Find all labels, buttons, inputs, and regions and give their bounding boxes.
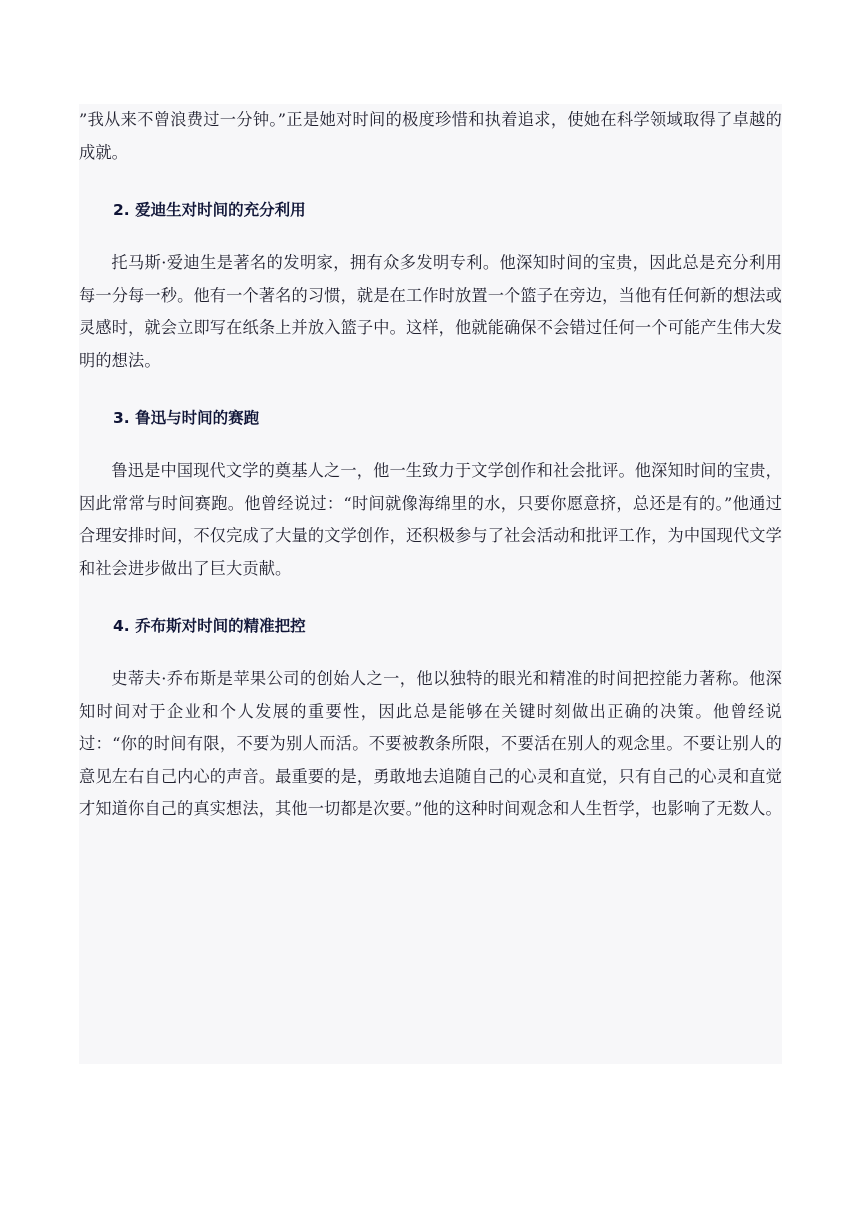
paragraph-spacer [79,377,782,407]
section-heading-jobs: 4. 乔布斯对时间的精准把控 [113,617,306,635]
section-body-luxun: 鲁迅是中国现代文学的奠基人之一，他一生致力于文学创作和社会批评。他深知时间的宝贵，因此常常与时间赛跑。他曾经说过：“时间就像海绵里的水，只要你愿意挤，总还是有的。”他通过合理安排时间，不仅完成了大量的文学创作，还积极参与了社会活动和批评工作，为中国现代文学和社会进步做出了巨大贡献。 [79,461,782,578]
intro-paragraph-tail: ”我从来不曾浪费过一分钟。”正是她对时间的极度珍惜和执着追求，使她在科学领域取得了卓越的成就。 [79,110,782,162]
heading-spacer [79,221,782,247]
section-heading-edison: 2. 爱迪生对时间的充分利用 [113,201,306,219]
paragraph-spacer [79,585,782,615]
document-page [79,104,782,1064]
heading-spacer [79,637,782,663]
section-body-jobs: 史蒂夫·乔布斯是苹果公司的创始人之一，他以独特的眼光和精准的时间把控能力著称。他深知时间对于企业和个人发展的重要性，因此总是能够在关键时刻做出正确的决策。他曾经说过：“你的时间有限，不要为别人而活。不要被教条所限，不要活在别人的观念里。不要让别人的意见左右自己内心的声音。最重要的是，勇敢地去追随自己的心灵和直觉，只有自己的心灵和直觉才知道你自己的真实想法，其他一切都是次要。”他的这种时间观念和人生哲学，也影响了无数人。 [79,669,782,818]
section-heading-luxun: 3. 鲁迅与时间的赛跑 [113,409,260,427]
heading-spacer [79,429,782,455]
section-body-edison: 托马斯·爱迪生是著名的发明家，拥有众多发明专利。他深知时间的宝贵，因此总是充分利用每一分每一秒。他有一个著名的习惯，就是在工作时放置一个篮子在旁边，当他有任何新的想法或灵感时，就会立即写在纸条上并放入篮子中。这样，他就能确保不会错过任何一个可能产生伟大发明的想法。 [79,253,782,370]
paragraph-spacer [79,169,782,199]
